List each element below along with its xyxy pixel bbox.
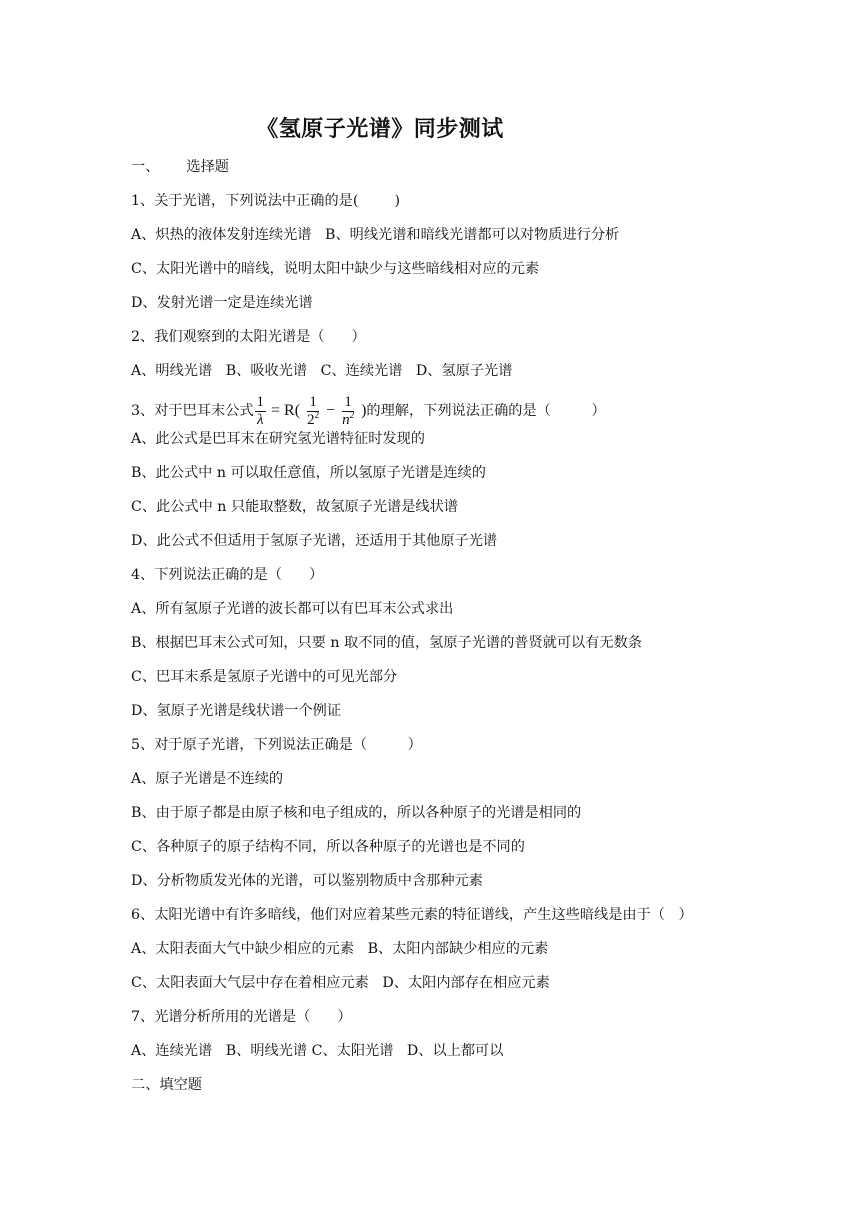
page-title: 《氢原子光谱》同步测试 <box>256 117 504 142</box>
balmer-formula <box>254 394 367 429</box>
question-4-option-c: C、巴耳末系是氢原子光谱中的可见光部分 <box>131 669 398 685</box>
fraction-denominator <box>305 409 321 429</box>
fraction-one-over-lambda <box>255 394 267 429</box>
question-5-option-b: B、由于原子都是由原子核和电子组成的，所以各种原子的光谱是相同的 <box>131 805 582 821</box>
question-4-stem: 4、下列说法正确的是（ ） <box>131 567 324 583</box>
question-1-option-ab: A、炽热的液体发射连续光谱 B、明线光谱和暗线光谱都可以对物质进行分析 <box>131 227 620 243</box>
question-7-stem: 7、光谱分析所用的光谱是（ ） <box>131 1009 352 1025</box>
question-4-option-b: B、根据巴耳末公式可知，只要 n 取不同的值，氢原子光谱的普贤就可以有无数条 <box>131 635 642 651</box>
fraction-numerator: 1 <box>344 393 352 410</box>
formula-close-paren: ) <box>361 401 367 419</box>
question-4-option-d: D、氢原子光谱是线状谱一个例证 <box>131 703 342 719</box>
denominator-base: n <box>342 411 350 428</box>
document-body <box>131 156 831 1108</box>
question-6-option-cd: C、太阳表面大气层中存在着相应元素 D、太阳内部存在相应元素 <box>131 975 550 991</box>
formula-equals-r: = R( <box>271 401 301 419</box>
question-3-suffix: 的理解，下列说法正确的是（ ） <box>366 403 606 419</box>
question-3-option-b: B、此公式中 n 可以取任意值，所以氢原子光谱是连续的 <box>131 465 486 481</box>
question-4-option-a: A、所有氢原子光谱的波长都可以有巴耳末公式求出 <box>131 601 454 617</box>
denominator-exponent: 2 <box>314 409 320 420</box>
question-3-option-d: D、此公式不但适用于氢原子光谱，还适用于其他原子光谱 <box>131 533 498 549</box>
question-5-option-a: A、原子光谱是不连续的 <box>131 771 284 787</box>
question-1-option-c: C、太阳光谱中的暗线，说明太阳中缺少与这些暗线相对应的元素 <box>131 261 540 277</box>
section-heading-fill-in: 二、填空题 <box>131 1077 202 1093</box>
question-5-stem: 5、对于原子光谱，下列说法正确是（ ） <box>131 737 422 753</box>
question-1-stem: 1、关于光谱，下列说法中正确的是( ) <box>131 193 400 209</box>
fraction-denominator <box>340 409 356 429</box>
fraction-denominator: λ <box>257 411 264 428</box>
denominator-base: 2 <box>307 411 315 428</box>
question-3-stem <box>131 390 831 432</box>
question-3-prefix: 3、对于巴耳末公式 <box>131 403 254 419</box>
fraction-one-over-two-squared <box>305 394 321 429</box>
formula-minus: − <box>326 401 336 419</box>
question-6-stem: 6、太阳光谱中有许多暗线，他们对应着某些元素的特征谱线，产生这些暗线是由于（ ） <box>131 907 693 923</box>
question-1-option-d: D、发射光谱一定是连续光谱 <box>131 295 313 311</box>
question-3-option-c: C、此公式中 n 只能取整数，故氢原子光谱是线状谱 <box>131 499 458 515</box>
denominator-exponent: 2 <box>349 409 355 420</box>
section-heading-choice: 一、 选择题 <box>131 159 229 175</box>
question-3-option-a: A、此公式是巴耳末在研究氢光谱特征时发现的 <box>131 431 425 447</box>
fraction-one-over-n-squared <box>340 394 356 429</box>
fraction-numerator: 1 <box>309 393 317 410</box>
question-2-stem: 2、我们观察到的太阳光谱是（ ） <box>131 329 366 345</box>
fraction-numerator: 1 <box>256 393 265 410</box>
question-7-options: A、连续光谱 B、明线光谱 C、太阳光谱 D、以上都可以 <box>131 1043 504 1059</box>
question-5-option-d: D、分析物质发光体的光谱，可以鉴别物质中含那种元素 <box>131 873 483 889</box>
question-6-option-ab: A、太阳表面大气中缺少相应的元素 B、太阳内部缺少相应的元素 <box>131 941 549 957</box>
question-5-option-c: C、各种原子的原子结构不同，所以各种原子的光谱也是不同的 <box>131 839 525 855</box>
question-2-options: A、明线光谱 B、吸收光谱 C、连续光谱 D、氢原子光谱 <box>131 363 513 379</box>
